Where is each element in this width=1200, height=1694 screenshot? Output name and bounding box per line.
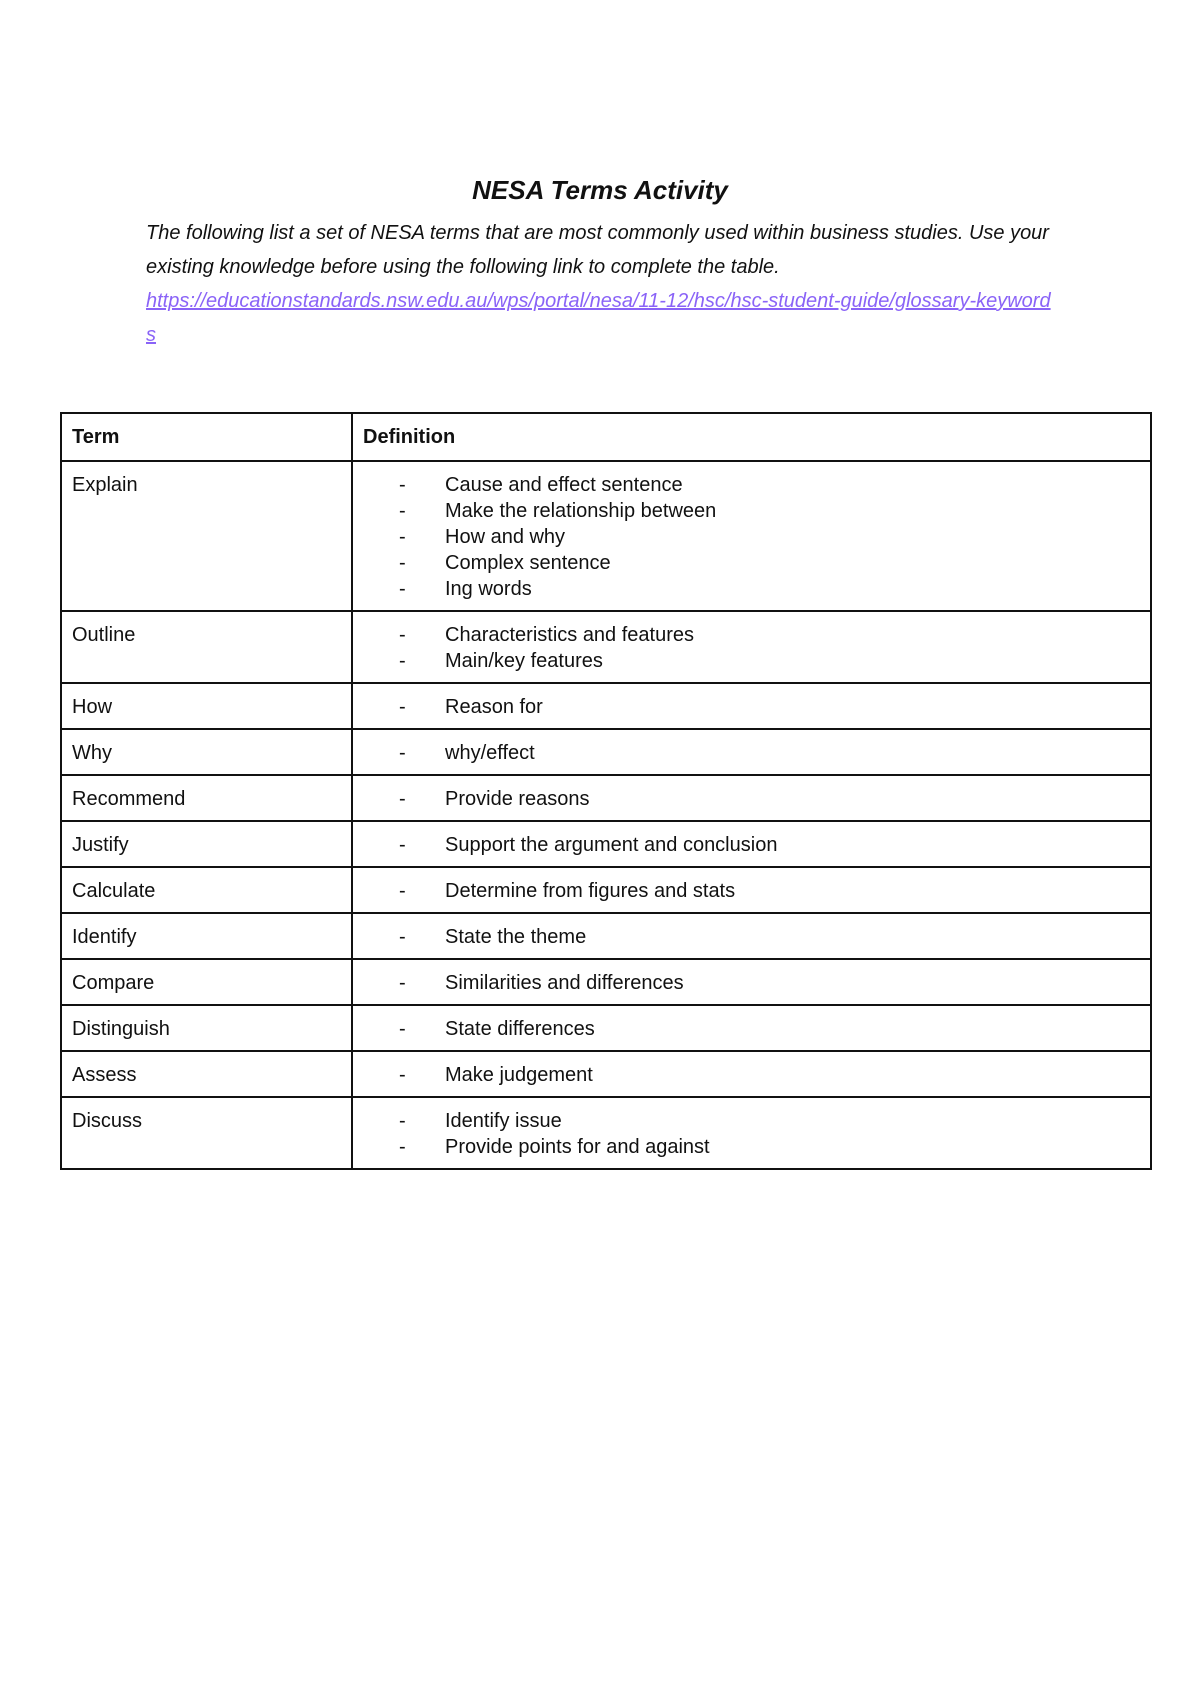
definition-list bbox=[363, 832, 1140, 858]
table-row bbox=[61, 1005, 1151, 1051]
definition-cell bbox=[352, 729, 1151, 775]
definition-cell bbox=[352, 683, 1151, 729]
term-cell: Explain bbox=[61, 461, 352, 611]
definition-item: - Identify issue bbox=[399, 1108, 1140, 1134]
definition-cell bbox=[352, 1051, 1151, 1097]
definition-item: - Main/key features bbox=[399, 648, 1140, 674]
header-term: Term bbox=[61, 413, 352, 461]
table-row bbox=[61, 913, 1151, 959]
term-cell: Recommend bbox=[61, 775, 352, 821]
definition-item: - State differences bbox=[399, 1016, 1140, 1042]
table-row bbox=[61, 775, 1151, 821]
definition-item: - why/effect bbox=[399, 740, 1140, 766]
term-cell: Distinguish bbox=[61, 1005, 352, 1051]
glossary-link[interactable]: https://educationstandards.nsw.edu.au/wps/portal/nesa/11-12/hsc/hsc-student-guide/glossary-keywords bbox=[146, 290, 1051, 346]
definition-item: - Cause and effect sentence bbox=[399, 472, 1140, 498]
intro-text: The following list a set of NESA terms that are most commonly used within business studies. Use your existing knowledge before using the following link to complete the table. bbox=[146, 222, 1049, 278]
page-title: NESA Terms Activity bbox=[472, 175, 728, 205]
definition-cell bbox=[352, 611, 1151, 683]
header-definition: Definition bbox=[352, 413, 1151, 461]
definition-cell bbox=[352, 867, 1151, 913]
definition-list bbox=[363, 1016, 1140, 1042]
definition-cell bbox=[352, 959, 1151, 1005]
definition-item: - State the theme bbox=[399, 924, 1140, 950]
definition-item: - How and why bbox=[399, 524, 1140, 550]
table-row bbox=[61, 1097, 1151, 1169]
definition-item: - Reason for bbox=[399, 694, 1140, 720]
definition-list bbox=[363, 924, 1140, 950]
definition-cell bbox=[352, 1097, 1151, 1169]
definition-list bbox=[363, 1062, 1140, 1088]
term-cell: Justify bbox=[61, 821, 352, 867]
definition-item: - Provide points for and against bbox=[399, 1134, 1140, 1160]
table-row bbox=[61, 461, 1151, 611]
term-cell: Why bbox=[61, 729, 352, 775]
term-cell: Assess bbox=[61, 1051, 352, 1097]
terms-table bbox=[60, 412, 1152, 1170]
table-row bbox=[61, 611, 1151, 683]
definition-item: - Make judgement bbox=[399, 1062, 1140, 1088]
definition-list bbox=[363, 786, 1140, 812]
table-header-row bbox=[61, 413, 1151, 461]
definition-cell bbox=[352, 775, 1151, 821]
definition-item: - Similarities and differences bbox=[399, 970, 1140, 996]
definition-list bbox=[363, 878, 1140, 904]
definition-item: - Characteristics and features bbox=[399, 622, 1140, 648]
term-cell: Calculate bbox=[61, 867, 352, 913]
definition-cell bbox=[352, 913, 1151, 959]
term-cell: How bbox=[61, 683, 352, 729]
definition-cell bbox=[352, 821, 1151, 867]
term-cell: Identify bbox=[61, 913, 352, 959]
table-row bbox=[61, 867, 1151, 913]
table-row bbox=[61, 729, 1151, 775]
definition-cell bbox=[352, 461, 1151, 611]
definition-list bbox=[363, 740, 1140, 766]
table-row bbox=[61, 821, 1151, 867]
definition-item: - Support the argument and conclusion bbox=[399, 832, 1140, 858]
table-row bbox=[61, 959, 1151, 1005]
definition-list bbox=[363, 622, 1140, 674]
term-cell: Outline bbox=[61, 611, 352, 683]
table-row bbox=[61, 1051, 1151, 1097]
table-body bbox=[61, 461, 1151, 1169]
definition-list bbox=[363, 970, 1140, 996]
term-cell: Discuss bbox=[61, 1097, 352, 1169]
definition-item: - Ing words bbox=[399, 576, 1140, 602]
definition-item: - Make the relationship between bbox=[399, 498, 1140, 524]
definition-list bbox=[363, 694, 1140, 720]
definition-item: - Complex sentence bbox=[399, 550, 1140, 576]
intro-paragraph bbox=[146, 216, 1056, 352]
definition-list bbox=[363, 1108, 1140, 1160]
definition-list bbox=[363, 472, 1140, 602]
table-row bbox=[61, 683, 1151, 729]
definition-item: - Provide reasons bbox=[399, 786, 1140, 812]
term-cell: Compare bbox=[61, 959, 352, 1005]
definition-cell bbox=[352, 1005, 1151, 1051]
definition-item: - Determine from figures and stats bbox=[399, 878, 1140, 904]
